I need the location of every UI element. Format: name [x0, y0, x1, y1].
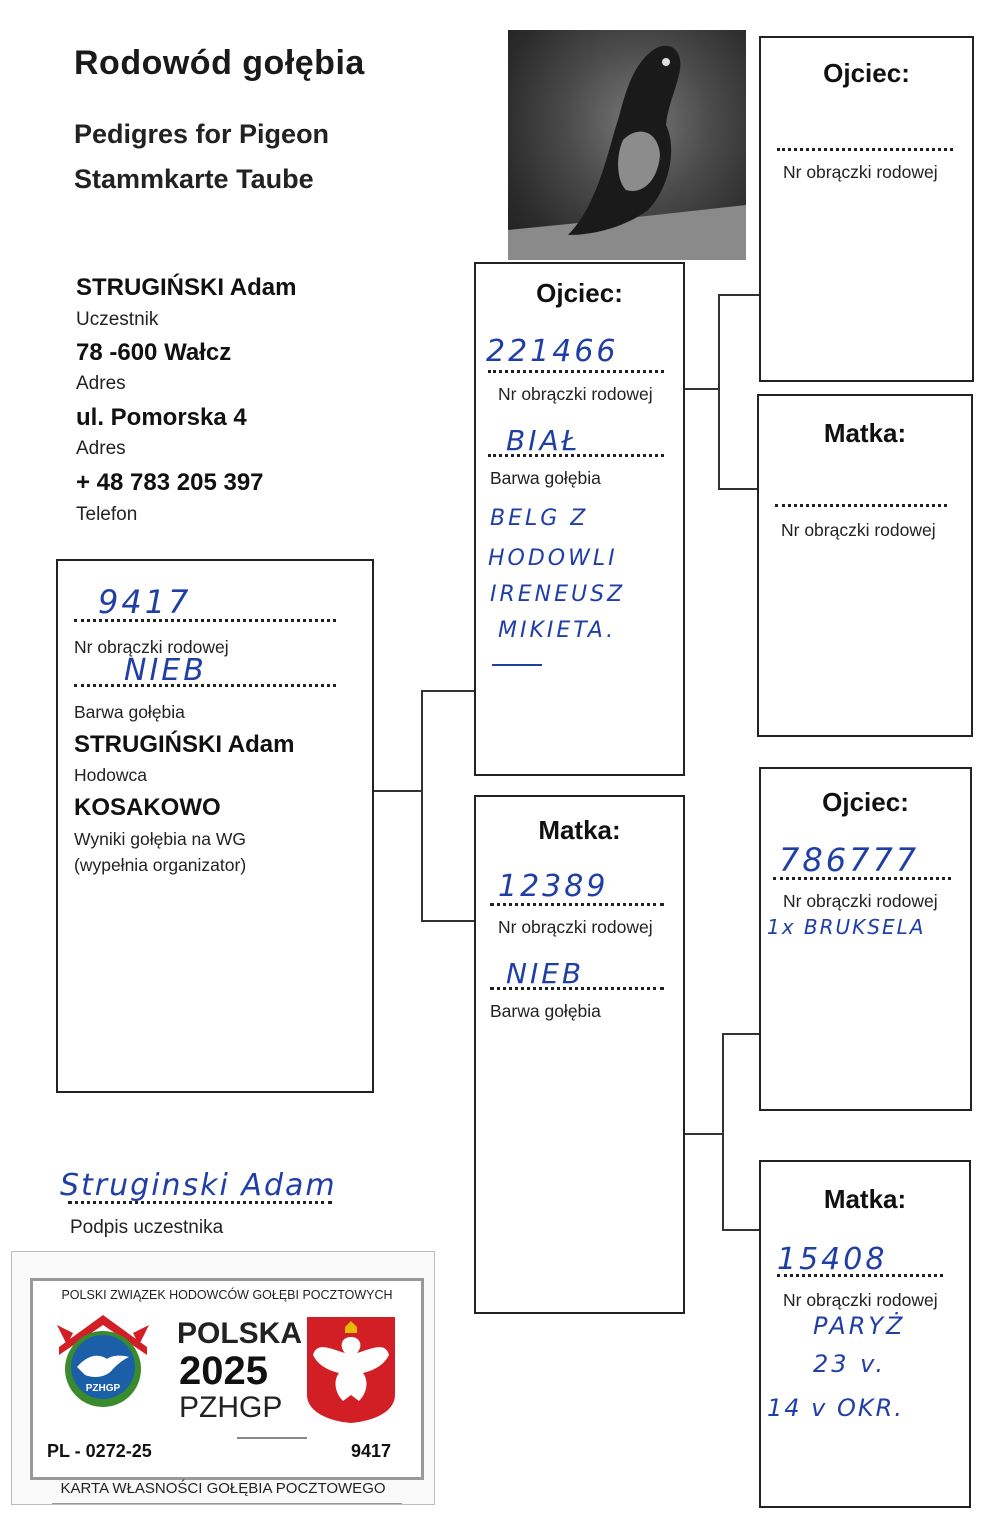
card-code: PL - 0272-25 [47, 1441, 152, 1461]
address2-label: Adres [76, 438, 126, 459]
ink-underline [492, 664, 542, 666]
ff-ring-label: Nr obrączki rodowej [783, 162, 938, 182]
card-footer: KARTA WŁASNOŚCI GOŁĘBIA POCZTOWEGO [60, 1480, 386, 1497]
mother-ring-label: Nr obrączki rodowej [498, 917, 653, 937]
ownership-card [11, 1251, 435, 1505]
ff-ring-line [777, 148, 953, 151]
pigeon-photo [508, 30, 746, 260]
card-abbr: PZHGP [179, 1391, 283, 1424]
connector [421, 920, 476, 922]
father-ring-line [488, 370, 664, 373]
card-bottom-line [52, 1503, 402, 1504]
mf-ring: 786777 [779, 841, 920, 879]
connector [722, 1033, 724, 1231]
signature: Struginski Adam [60, 1168, 337, 1203]
card-frame [30, 1278, 424, 1480]
connector [373, 790, 423, 792]
mother-color-label: Barwa gołębia [490, 1001, 601, 1021]
mf-box [759, 767, 972, 1111]
connector [718, 294, 760, 296]
breeder-name: STRUGIŃSKI Adam [74, 731, 295, 758]
connector [684, 1133, 724, 1135]
participant-name: STRUGIŃSKI Adam [76, 274, 297, 301]
mm-note: PARYŻ [813, 1312, 906, 1340]
polish-eagle-emblem-icon [305, 1315, 397, 1425]
results-label: Wyniki gołębia na WG [74, 829, 246, 849]
father-color-line [488, 454, 664, 457]
mother-ring: 12389 [498, 869, 609, 904]
title-de: Stammkarte Taube [74, 164, 314, 194]
title-en: Pedigres for Pigeon [74, 119, 330, 149]
connector [421, 690, 423, 922]
pigeon-color: NIEB [124, 653, 207, 688]
signature-line [68, 1201, 332, 1204]
participant-label: Uczestnik [76, 309, 159, 330]
connector [684, 388, 720, 390]
ff-heading: Ojciec: [823, 58, 910, 88]
mf-ring-label: Nr obrączki rodowej [783, 891, 938, 911]
father-box [474, 262, 685, 776]
fm-box [757, 394, 973, 737]
pzhgp-logo-icon [47, 1311, 159, 1417]
mm-note: 23 v. [813, 1350, 887, 1378]
mf-heading: Ojciec: [822, 787, 909, 817]
father-heading: Ojciec: [536, 278, 623, 308]
pigeon-silhouette-icon [508, 30, 746, 260]
father-note: IRENEUSZ [490, 582, 626, 607]
mm-ring: 15408 [777, 1242, 888, 1277]
father-ring: 221466 [486, 334, 619, 369]
logo-text: PZHGP [85, 1383, 121, 1394]
connector [722, 1229, 760, 1231]
mm-note: 14 v OKR. [767, 1394, 904, 1422]
color-line [74, 684, 336, 687]
card-org: POLSKI ZWIĄZEK HODOWCÓW GOŁĘBI POCZTOWYCH [61, 1288, 393, 1302]
breeder-label: Hodowca [74, 765, 147, 785]
mother-box [474, 795, 685, 1314]
connector [722, 1033, 760, 1035]
phone-label: Telefon [76, 504, 138, 525]
address1-label: Adres [76, 373, 126, 394]
father-color: BIAŁ [506, 424, 581, 457]
ring-label: Nr obrączki rodowej [74, 637, 229, 657]
connector [718, 294, 720, 490]
pigeon-ring: 9417 [98, 583, 192, 621]
color-label: Barwa gołębia [74, 702, 185, 722]
mother-color-line [490, 987, 664, 990]
card-number: 9417 [351, 1441, 392, 1461]
fm-heading: Matka: [823, 418, 907, 448]
connector [421, 690, 476, 692]
card-year: 2025 [179, 1349, 268, 1393]
place: KOSAKOWO [74, 794, 221, 821]
card-country: POLSKA [177, 1317, 303, 1350]
signature-label: Podpis uczestnika [70, 1217, 224, 1238]
mm-ring-line [777, 1274, 943, 1277]
ff-box [759, 36, 974, 382]
title-pl: Rodowód gołębia [74, 44, 365, 82]
mother-ring-line [490, 903, 664, 906]
participant-address1: 78 -600 Wałcz [76, 339, 232, 366]
fm-ring-label: Nr obrączki rodowej [781, 520, 936, 540]
connector [718, 488, 760, 490]
ring-line [74, 619, 336, 622]
mother-color: NIEB [506, 957, 585, 990]
father-color-label: Barwa gołębia [490, 468, 601, 488]
mf-ring-line [773, 877, 951, 880]
pigeon-box [56, 559, 374, 1093]
card-mark [237, 1437, 307, 1439]
results-note: (wypełnia organizator) [74, 855, 247, 875]
father-note: BELG Z [490, 506, 589, 531]
fm-ring-line [775, 504, 947, 507]
participant-address2: ul. Pomorska 4 [76, 404, 247, 431]
mm-ring-label: Nr obrączki rodowej [783, 1290, 938, 1310]
mother-heading: Matka: [538, 815, 621, 845]
participant-phone: + 48 783 205 397 [76, 469, 264, 496]
mm-heading: Matka: [823, 1184, 907, 1214]
father-note: HODOWLI [488, 546, 618, 571]
mf-note: 1x BRUKSELA [767, 915, 926, 939]
mm-box [759, 1160, 971, 1508]
father-ring-label: Nr obrączki rodowej [498, 384, 653, 404]
father-note: MIKIETA. [498, 618, 617, 643]
